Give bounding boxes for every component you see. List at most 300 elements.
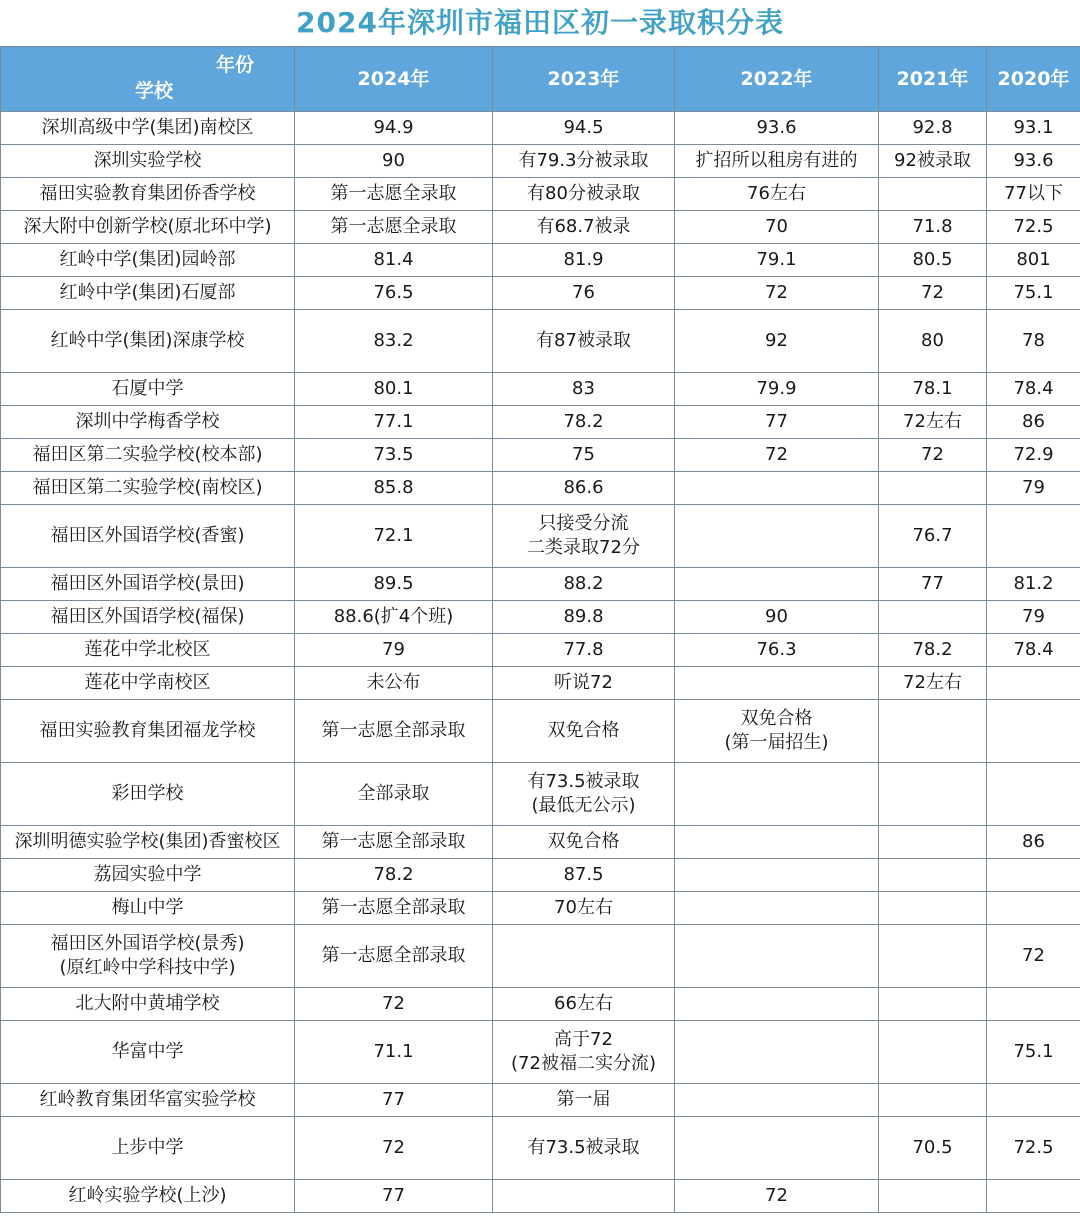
score-cell [675, 568, 879, 601]
school-name: 梅山中学 [111, 897, 184, 918]
score-value: 78.1 [912, 378, 953, 399]
school-name-cell [1, 505, 295, 568]
score-cell [879, 988, 987, 1021]
score-cell [987, 178, 1080, 211]
score-value: 72 [765, 444, 788, 465]
school-name-cell [1, 1021, 295, 1084]
score-value: 79.1 [756, 249, 797, 270]
score-cell [295, 826, 493, 859]
score-cell [295, 1180, 493, 1213]
score-value: 70.5 [912, 1137, 953, 1158]
school-name: 福田区第二实验学校(校本部) [32, 444, 263, 465]
score-cell [987, 859, 1080, 892]
score-cell [675, 145, 879, 178]
score-value: 66左右 [554, 993, 613, 1014]
score-value: 80 [921, 330, 944, 351]
score-cell [987, 892, 1080, 925]
score-cell [987, 1117, 1080, 1180]
score-value: 77.8 [563, 639, 604, 660]
score-value: 有87被录取 [536, 330, 631, 351]
header-school-label: 学校 [135, 80, 174, 102]
score-cell [493, 859, 675, 892]
score-value: 78.4 [1013, 639, 1054, 660]
score-value: 第一志愿全部录取 [321, 945, 466, 966]
score-cell [879, 178, 987, 211]
score-value: 有68.7被录 [536, 216, 631, 237]
score-cell [879, 505, 987, 568]
score-cell [493, 373, 675, 406]
table-row [1, 667, 1080, 700]
school-name: 深圳高级中学(集团)南校区 [41, 117, 254, 138]
score-cell [295, 859, 493, 892]
score-value: 72.5 [1013, 216, 1054, 237]
score-value: 有79.3分被录取 [518, 150, 649, 171]
table-row [1, 826, 1080, 859]
score-value: 双免合格 [547, 831, 620, 852]
score-value: 79 [382, 639, 405, 660]
score-cell [493, 892, 675, 925]
score-cell [675, 634, 879, 667]
score-value: 93.1 [1013, 117, 1054, 138]
school-name: 福田实验教育集团侨香学校 [39, 183, 256, 204]
score-value: 94.9 [373, 117, 414, 138]
score-cell [493, 1180, 675, 1213]
score-value: 扩招所以租房有进的 [695, 150, 858, 171]
school-name: 红岭中学(集团)园岭部 [59, 249, 236, 270]
school-name-cell [1, 826, 295, 859]
score-cell [987, 988, 1080, 1021]
score-cell [675, 178, 879, 211]
score-cell [295, 568, 493, 601]
school-name-cell [1, 700, 295, 763]
school-name: 上步中学 [111, 1137, 184, 1158]
table-row [1, 763, 1080, 826]
score-value: 92被录取 [894, 150, 971, 171]
score-cell [295, 1117, 493, 1180]
score-value: 72.1 [373, 525, 414, 546]
score-value: 有73.5被录取 [527, 1137, 640, 1158]
score-cell [295, 667, 493, 700]
score-value: 第一志愿全录取 [330, 183, 457, 204]
score-cell [987, 925, 1080, 988]
header-year-2021: 2021年 [879, 47, 987, 112]
school-name-cell [1, 178, 295, 211]
score-value: 88.2 [563, 573, 604, 594]
school-name: 深大附中创新学校(原北环中学) [23, 216, 272, 237]
table-row [1, 178, 1080, 211]
score-value: 75.1 [1013, 1041, 1054, 1062]
school-name: 深圳中学梅香学校 [75, 411, 220, 432]
score-cell [675, 826, 879, 859]
score-cell [987, 373, 1080, 406]
score-value: 70 [765, 216, 788, 237]
score-value: 90 [382, 150, 405, 171]
header-row [1, 47, 1080, 112]
header-year-label: 年份 [215, 54, 254, 76]
school-name: 红岭中学(集团)石厦部 [59, 282, 236, 303]
score-cell [675, 472, 879, 505]
score-value: 77.1 [373, 411, 414, 432]
score-value: 94.5 [563, 117, 604, 138]
school-name-cell [1, 601, 295, 634]
score-cell [879, 244, 987, 277]
score-value: 72 [921, 444, 944, 465]
score-value: 92.8 [912, 117, 953, 138]
score-cell [493, 1021, 675, 1084]
score-cell [879, 1117, 987, 1180]
school-name-cell [1, 568, 295, 601]
score-cell [675, 925, 879, 988]
score-cell [987, 700, 1080, 763]
score-value: 75.1 [1013, 282, 1054, 303]
score-cell [987, 145, 1080, 178]
score-cell [493, 310, 675, 373]
score-cell [493, 112, 675, 145]
score-value: 78 [1022, 330, 1045, 351]
score-value: 86 [1022, 831, 1045, 852]
score-cell [675, 1084, 879, 1117]
score-cell [987, 211, 1080, 244]
score-value: 89.5 [373, 573, 414, 594]
school-name: 彩田学校 [111, 783, 184, 804]
table-row [1, 406, 1080, 439]
score-value: 81.4 [373, 249, 414, 270]
score-value: 93.6 [756, 117, 797, 138]
score-cell [879, 277, 987, 310]
school-name-cell [1, 925, 295, 988]
score-value: 83.2 [373, 330, 414, 351]
score-cell [493, 601, 675, 634]
score-cell [295, 1084, 493, 1117]
score-value: 72 [765, 1185, 788, 1206]
score-note: 二类录取72分 [527, 537, 640, 558]
score-value: 双免合格 [740, 708, 813, 729]
score-value: 71.1 [373, 1041, 414, 1062]
table-row [1, 505, 1080, 568]
score-cell [675, 667, 879, 700]
score-value: 77 [382, 1089, 405, 1110]
score-cell [987, 1021, 1080, 1084]
score-cell [675, 988, 879, 1021]
score-cell [879, 211, 987, 244]
score-cell [295, 892, 493, 925]
score-value: 79.9 [756, 378, 797, 399]
score-value: 76.7 [912, 525, 953, 546]
score-note: (第一届招生) [724, 732, 829, 753]
school-name-cell [1, 211, 295, 244]
score-cell [295, 925, 493, 988]
school-name: 红岭教育集团华富实验学校 [39, 1089, 256, 1110]
score-cell [493, 1084, 675, 1117]
score-cell [493, 178, 675, 211]
score-cell [493, 1117, 675, 1180]
score-cell [987, 568, 1080, 601]
table-row [1, 145, 1080, 178]
school-name-cell [1, 406, 295, 439]
score-value: 76.5 [373, 282, 414, 303]
score-note: (最低无公示) [531, 795, 636, 816]
score-value: 72.5 [1013, 1137, 1054, 1158]
school-name: 荔园实验中学 [93, 864, 202, 885]
score-cell [879, 145, 987, 178]
school-name-cell [1, 1180, 295, 1213]
score-cell [879, 568, 987, 601]
school-name-cell [1, 859, 295, 892]
table-row [1, 1180, 1080, 1213]
school-name: 红岭中学(集团)深康学校 [50, 330, 245, 351]
score-cell [493, 700, 675, 763]
score-value: 全部录取 [357, 783, 430, 804]
score-value: 80.1 [373, 378, 414, 399]
score-cell [493, 472, 675, 505]
score-value: 81.2 [1013, 573, 1054, 594]
score-cell [987, 634, 1080, 667]
score-value: 78.2 [563, 411, 604, 432]
score-note: (72被福二实分流) [511, 1053, 656, 1074]
score-cell [987, 112, 1080, 145]
score-value: 第一志愿全部录取 [321, 897, 466, 918]
school-name: 华富中学 [111, 1041, 184, 1062]
table-row [1, 211, 1080, 244]
table-row [1, 601, 1080, 634]
score-value: 未公布 [366, 672, 421, 693]
table-row [1, 988, 1080, 1021]
score-value: 76 [572, 282, 595, 303]
table-row [1, 925, 1080, 988]
score-value: 92 [765, 330, 788, 351]
score-value: 93.6 [1013, 150, 1054, 171]
score-cell [675, 310, 879, 373]
score-cell [879, 373, 987, 406]
score-cell [493, 925, 675, 988]
school-name: 福田实验教育集团福龙学校 [39, 720, 256, 741]
score-value: 72.9 [1013, 444, 1054, 465]
school-name: 莲花中学南校区 [84, 672, 211, 693]
admission-score-table [0, 46, 1080, 1213]
school-name: 福田区外国语学校(香蜜) [50, 525, 245, 546]
score-cell [295, 178, 493, 211]
score-value: 86 [1022, 411, 1045, 432]
score-cell [295, 373, 493, 406]
score-cell [295, 145, 493, 178]
score-cell [295, 112, 493, 145]
score-cell [295, 472, 493, 505]
score-value: 76.3 [756, 639, 797, 660]
score-value: 71.8 [912, 216, 953, 237]
score-cell [879, 310, 987, 373]
school-name-cell [1, 988, 295, 1021]
score-cell [987, 601, 1080, 634]
score-value: 高于72 [554, 1029, 613, 1050]
school-name: 福田区第二实验学校(南校区) [32, 477, 263, 498]
school-name-cell [1, 763, 295, 826]
score-value: 72 [765, 282, 788, 303]
score-cell [295, 244, 493, 277]
score-cell [879, 1180, 987, 1213]
score-value: 87.5 [563, 864, 604, 885]
score-value: 有80分被录取 [527, 183, 640, 204]
score-cell [879, 925, 987, 988]
school-name: 红岭实验学校(上沙) [68, 1185, 227, 1206]
score-value: 86.6 [563, 477, 604, 498]
score-cell [879, 859, 987, 892]
score-value: 只接受分流 [538, 513, 629, 534]
score-cell [675, 859, 879, 892]
score-value: 听说72 [554, 672, 613, 693]
school-name-cell [1, 244, 295, 277]
score-value: 90 [765, 606, 788, 627]
score-cell [879, 439, 987, 472]
score-value: 72左右 [903, 672, 962, 693]
score-value: 85.8 [373, 477, 414, 498]
table-row [1, 244, 1080, 277]
table-row [1, 892, 1080, 925]
score-cell [493, 505, 675, 568]
score-cell [879, 667, 987, 700]
score-cell [493, 277, 675, 310]
header-corner-cell [1, 47, 295, 112]
school-name-cell [1, 310, 295, 373]
score-cell [295, 439, 493, 472]
score-cell [987, 826, 1080, 859]
score-value: 第一志愿全部录取 [321, 720, 466, 741]
score-cell [295, 505, 493, 568]
table-row [1, 439, 1080, 472]
score-value: 77 [765, 411, 788, 432]
page-title: 2024年深圳市福田区初一录取积分表 [296, 6, 784, 39]
score-value: 83 [572, 378, 595, 399]
score-cell [879, 1084, 987, 1117]
score-cell [879, 472, 987, 505]
header-year-2023: 2023年 [493, 47, 675, 112]
table-row [1, 568, 1080, 601]
score-cell [675, 439, 879, 472]
school-name-cell [1, 667, 295, 700]
header-year-2022: 2022年 [675, 47, 879, 112]
school-name-note: (原红岭中学科技中学) [59, 957, 236, 978]
school-name-cell [1, 1117, 295, 1180]
school-name: 北大附中黄埔学校 [75, 993, 220, 1014]
score-value: 72 [382, 1137, 405, 1158]
score-value: 88.6(扩4个班) [333, 606, 454, 627]
score-value: 72 [921, 282, 944, 303]
school-name-cell [1, 472, 295, 505]
score-value: 第一志愿全部录取 [321, 831, 466, 852]
score-cell [987, 1180, 1080, 1213]
score-cell [879, 892, 987, 925]
score-cell [295, 1021, 493, 1084]
table-row [1, 1021, 1080, 1084]
score-cell [987, 277, 1080, 310]
score-value: 72 [1022, 945, 1045, 966]
score-cell [987, 472, 1080, 505]
score-cell [675, 892, 879, 925]
score-cell [879, 826, 987, 859]
score-value: 81.9 [563, 249, 604, 270]
table-row [1, 700, 1080, 763]
table-row [1, 472, 1080, 505]
school-name-cell [1, 373, 295, 406]
score-cell [987, 505, 1080, 568]
score-value: 77 [921, 573, 944, 594]
score-cell [675, 1021, 879, 1084]
score-cell [675, 373, 879, 406]
score-value: 有73.5被录取 [527, 771, 640, 792]
score-cell [987, 1084, 1080, 1117]
score-cell [675, 406, 879, 439]
school-name-cell [1, 112, 295, 145]
score-value: 89.8 [563, 606, 604, 627]
school-name-cell [1, 634, 295, 667]
score-value: 76左右 [747, 183, 806, 204]
school-name-cell [1, 439, 295, 472]
score-cell [493, 211, 675, 244]
score-cell [675, 244, 879, 277]
school-name-cell [1, 277, 295, 310]
score-value: 75 [572, 444, 595, 465]
score-cell [493, 244, 675, 277]
score-value: 72 [382, 993, 405, 1014]
score-cell [987, 244, 1080, 277]
score-cell [295, 310, 493, 373]
score-cell [879, 763, 987, 826]
school-name: 福田区外国语学校(景田) [50, 573, 245, 594]
score-cell [295, 700, 493, 763]
score-cell [493, 406, 675, 439]
score-cell [879, 406, 987, 439]
score-value: 73.5 [373, 444, 414, 465]
score-cell [675, 1117, 879, 1180]
score-cell [675, 112, 879, 145]
school-name: 福田区外国语学校(景秀) [50, 933, 245, 954]
score-cell [879, 112, 987, 145]
score-value: 72左右 [903, 411, 962, 432]
score-value: 70左右 [554, 897, 613, 918]
table-row [1, 859, 1080, 892]
score-cell [987, 310, 1080, 373]
score-cell [295, 988, 493, 1021]
score-value: 78.4 [1013, 378, 1054, 399]
score-cell [879, 700, 987, 763]
score-value: 79 [1022, 606, 1045, 627]
score-cell [493, 988, 675, 1021]
score-value: 77以下 [1004, 183, 1063, 204]
score-cell [879, 601, 987, 634]
score-cell [675, 211, 879, 244]
school-name-cell [1, 1084, 295, 1117]
table-row [1, 277, 1080, 310]
score-cell [295, 634, 493, 667]
score-cell [879, 1021, 987, 1084]
score-cell [675, 505, 879, 568]
score-cell [493, 667, 675, 700]
score-cell [493, 145, 675, 178]
score-cell [675, 763, 879, 826]
score-cell [295, 211, 493, 244]
school-name: 深圳实验学校 [93, 150, 202, 171]
score-value: 78.2 [912, 639, 953, 660]
school-name: 深圳明德实验学校(集团)香蜜校区 [14, 831, 281, 852]
score-value: 78.2 [373, 864, 414, 885]
score-cell [493, 763, 675, 826]
score-cell [493, 634, 675, 667]
header-year-2020: 2020年 [987, 47, 1080, 112]
score-cell [675, 1180, 879, 1213]
school-name: 石厦中学 [111, 378, 184, 399]
score-cell [987, 406, 1080, 439]
score-cell [295, 277, 493, 310]
table-row [1, 1084, 1080, 1117]
